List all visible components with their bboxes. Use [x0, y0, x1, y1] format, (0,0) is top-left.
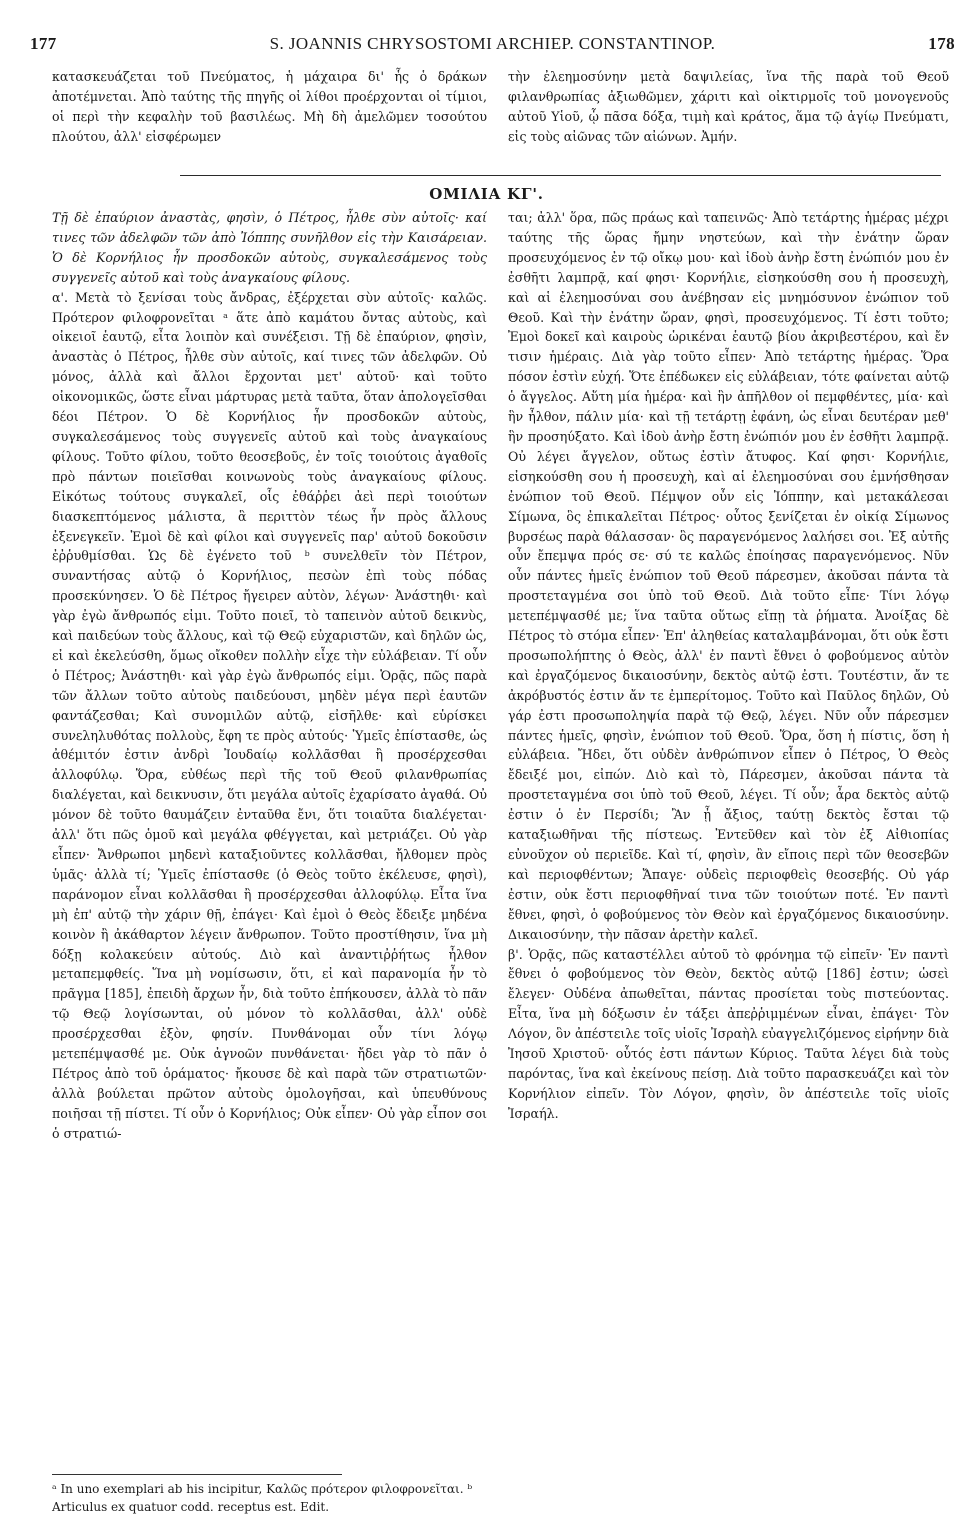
- right-column: [508, 208, 949, 1530]
- footnotes: [52, 1480, 487, 1516]
- right-column-text-section-2: β'. Ὁρᾷς, πῶς καταστέλλει αὐτοῦ τὸ φρόνημα τῷ εἰπεῖν· Ἐν παντὶ ἔθνει ὁ φοβούμενος τὸν Θεὸν, δεκτὸς αὐτῷ [186] ἐστιν; ὡσεὶ ἔλεγεν· Οὐδένα ἀπωθεῖται, πάντας προσίεται τοὺς πιστεύοντας. Εἶτα, ἵνα μὴ δόξωσιν ἐν τάξει ἀπεῤῥιμμένων εἶναι, ἐπάγει· Τὸν Λόγον, ὃν ἀπέστειλε τοῖς υἱοῖς Ἰσραὴλ εὐαγγελιζόμενος εἰρήνην διὰ Ἰησοῦ Χριστοῦ· οὗτός ἐστι πάντων Κύριος. Ταῦτα λέγει διὰ τοὺς παρόντας, ἵνα καὶ ἐκείνους πείσῃ. Διὰ τοῦτο παρασκευάζει καὶ τὸν Κορνήλιον εἰπεῖν. Τὸν Λόγον, φησὶν, ὃν ἀπέστειλε τοῖς υἱοῖς Ἰσραήλ.: [508, 946, 949, 1121]
- left-column: [52, 208, 487, 1470]
- running-head: [30, 34, 955, 58]
- footnote-text: ᵃ In uno exemplari ab his incipitur, Καλῶς πρότερον φιλοφρονεῖται. ᵇ Articulus ex quatuor codd. receptus est. Edit.: [52, 1482, 473, 1514]
- page-number-right: 178: [928, 34, 955, 53]
- top-right-column: [508, 67, 949, 157]
- right-column-text: ται; ἀλλ' ὅρα, πῶς πράως καὶ ταπεινῶς· Ἀπὸ τετάρτης ἡμέρας μέχρι ταύτης τῆς ὥρας ἤμην νηστεύων, καὶ τὴν ἐνάτην ὥραν προσευχόμενος ἐν τῷ οἴκῳ μου· καὶ ἰδοὺ ἀνὴρ ἔστη ἐνώπιόν μου ἐν ἐσθῆτι λαμπρᾷ, καί φησι· Κορνήλιε, εἰσηκούσθη σου ἡ προσευχὴ, καὶ αἱ ἐλεημοσύναι σου ἀνέβησαν εἰς μνημόσυνον ἐνώπιον τοῦ Θεοῦ. Καὶ τὴν ἐνάτην ὥραν, φησὶ, προσευχόμενος. Τί ἐστι τοῦτο; Ἐμοὶ δοκεῖ καὶ καιροὺς ὡρικέναι ἑαυτῷ βίου ἀκριβεστέρου, καὶ ἔν τισιν ἡμέραις. Διὰ γὰρ τοῦτο εἶπεν· Ἀπὸ τετάρτης ἡμέρας. Ὅρα πόσον ἐστὶν εὐχή. Ὅτε ἐπέδωκεν εἰς εὐλάβειαν, τότε φαίνεται αὐτῷ ὁ ἄγγελος. Αὕτη μία ἡμέρα· καὶ ἣν ἀπῆλθον οἱ πεμφθέντες, μία· καὶ ἣν ἦλθον, πάλιν μία· καὶ τῇ τετάρτῃ ἐφάνη, ὡς εἶναι δευτέραν μεθ' ἣν προσηύξατο. Καὶ ἰδοὺ ἀνὴρ ἔστη ἐνώπιόν μου ἐν ἐσθῆτι λαμπρᾷ. Οὐ λέγει ἄγγελον, οὕτως ἐστὶν ἄτυφος. Καί φησι· Κορνήλιε, εἰσηκούσθη σου ἡ προσευχὴ, καὶ αἱ ἐλεημοσύναι σου ἐμνήσθησαν ἐνώπιον τοῦ Θεοῦ. Πέμψον οὖν εἰς Ἰόππην, καὶ μετακάλεσαι Σίμωνα, ὃς ἐπικαλεῖται Πέτρος· οὗτος ξενίζεται ἐν οἰκίᾳ Σίμωνος βυρσέως παρὰ θάλασσαν· ὃς παραγενόμενος λαλήσει σοι. Ἐξ αὐτῆς οὖν ἔπεμψα πρός σε· σύ τε καλῶς ἐποίησας παραγενόμενος. Νῦν οὖν πάντες ἡμεῖς ἐνώπιον τοῦ Θεοῦ πάρεσμεν, ἀκοῦσαι πάντα τὰ προστεταγμένα σοι ὑπὸ τοῦ Θεοῦ. Διὰ τοῦτο εἶπε· Τίνι λόγῳ μετεπέμψασθέ με; ἵνα ταῦτα οὕτως εἴπῃ τὰ ῥήματα. Ἀνοίξας δὲ Πέτρος τὸ στόμα εἶπεν· Ἐπ' ἀληθείας καταλαμβάνομαι, ὅτι οὐκ ἔστι προσωπολήπτης ὁ Θεὸς, ἀλλ' ἐν παντὶ ἔθνει ὁ φοβούμενος αὐτὸν καὶ ἐργαζόμενος δικαιοσύνην, δεκτὸς αὐτῷ ἐστι. Τουτέστιν, ἄν τε ἀκρόβυστός ἐστιν ἄν τε ἐμπερίτομος. Τοῦτο καὶ Παῦλος δηλῶν, Οὐ γάρ ἐστι προσωποληψία παρὰ τῷ Θεῷ, λέγει. Νῦν οὖν πάρεσμεν πάντες ἡμεῖς, φησὶν, ἐνώπιον τοῦ Θεοῦ. Ὅρα, ὅση ἡ πίστις, ὅση ἡ εὐλάβεια. Ἤδει, ὅτι οὐδὲν ἀνθρώπινον εἶπεν ὁ Πέτρος, Ὁ Θεὸς ἔδειξέ μοι, εἰπών. Διὸ καὶ τὸ, Πάρεσμεν, ἀκοῦσαι πάντα τὰ προστεταγμένα σοι ὑπὸ τοῦ Θεοῦ, λέγει. Τί οὖν; ἆρα δεκτὸς αὐτῷ ἐστιν ὁ ἐν Περσίδι; Ἂν ᾖ ἄξιος, ταύτῃ δεκτὸς ἔσται τῷ καταξιωθῆναι τῆς πίστεως. Ἐντεῦθεν καὶ τὸν ἐξ Αἰθιοπίας εὐνοῦχον οὐ περιεῖδε. Καὶ τί, φησὶν, ἂν εἴποις περὶ τῶν θεοσεβῶν καὶ περιοφθέντων; Ἄπαγε· οὐδεὶς περιοφθεὶς θεοσεβής. Οὐ γάρ ἐστιν, οὐκ ἔστι περιοφθῆναί τινα τῶν τοιούτων ποτέ. Ἐν παντὶ ἔθνει, φησὶ, ὁ φοβούμενος τὸν Θεὸν καὶ ἐργαζόμενος δικαιοσύνην. Δικαιοσύνην, τὴν πᾶσαν ἀρετὴν καλεῖ.: [508, 210, 949, 942]
- top-left-text: κατασκευάζεται τοῦ Πνεύματος, ἡ μάχαιρα δι' ἧς ὁ δράκων ἀποτέμνεται. Ἀπὸ ταύτης τῆς πηγῆς οἱ λίθοι προέρχονται οἱ τίμιοι, οἱ περὶ τὴν κεφαλὴν τοῦ βασιλέως. Μὴ δὴ ἀμελῶμεν τοσούτου πλούτου, ἀλλ' εἰσφέρωμεν: [52, 69, 487, 144]
- top-left-column: [52, 67, 487, 157]
- running-title: S. JOANNIS CHRYSOSTOMI ARCHIEP. CONSTANTINOP.: [269, 34, 716, 53]
- scripture-lemma: Τῇ δὲ ἐπαύριον ἀναστὰς, φησὶν, ὁ Πέτρος, ἦλθε σὺν αὐτοῖς· καί τινες τῶν ἀδελφῶν τῶν ἀπὸ Ἰόππης συνῆλθον εἰς τὴν Καισάρειαν. Ὁ δὲ Κορνήλιος ἦν προσδοκῶν αὐτοὺς, συγκαλεσάμενος τοὺς συγγενεῖς αὐτοῦ καὶ τοὺς ἀναγκαίους φίλους.: [52, 210, 487, 285]
- top-right-text: τὴν ἐλεημοσύνην μετὰ δαψιλείας, ἵνα τῆς παρὰ τοῦ Θεοῦ φιλανθρωπίας ἀξιωθῶμεν, χάριτι καὶ οἰκτιρμοῖς τοῦ μονογενοῦς αὐτοῦ Υἱοῦ, ᾧ πᾶσα δόξα, τιμὴ καὶ κράτος, ἅμα τῷ ἁγίῳ Πνεύματι, εἰς τοὺς αἰῶνας τῶν αἰώνων. Ἀμήν.: [508, 69, 949, 144]
- footnote-rule: [52, 1474, 342, 1475]
- left-column-text: α'. Μετὰ τὸ ξενίσαι τοὺς ἄνδρας, ἐξέρχεται σὺν αὐτοῖς· καλῶς. Πρότερον φιλοφρονεῖται ᵃ ἅτε ἀπὸ καμάτου ὄντας αὐτοὺς, καὶ οἰκειοῖ ἑαυτῷ, εἶτα λοιπὸν καὶ συνέξεισι. Τῇ δὲ ἐπαύριον, φησὶν, ἀναστὰς ὁ Πέτρος, ἦλθε σὺν αὐτοῖς, καί τινες τῶν ἀδελφῶν. Οὐ μόνος, ἀλλὰ καὶ ἄλλοι ἔρχονται μετ' αὐτοῦ· καὶ τοῦτο οἰκονομικῶς, ὥστε εἶναι μάρτυρας μετὰ ταῦτα, ὅταν ἀπολογεῖσθαι δέοι Πέτρον. Ὁ δὲ Κορνήλιος ἦν προσδοκῶν αὐτοὺς, συγκαλεσάμενος τοὺς συγγενεῖς αὐτοῦ καὶ τοὺς ἀναγκαίους φίλους. Τοῦτο φίλου, τοῦτο θεοσεβοῦς, ἐν τοῖς τοιούτοις ἀγαθοῖς πρὸ πάντων ποιεῖσθαι κοινωνοὺς τοὺς ἀναγκαίους φίλους. Εἰκότως τούτους συγκαλεῖ, οἷς ἐθάῤῥει ἀεὶ περὶ τοιούτων διασκεπτόμενος μάλιστα, ἃ περιττὸν τέως ἦν πρὸς ἄλλους ἐξενεγκεῖν. Ἐμοὶ δὲ καὶ φίλοι καὶ συγγενεῖς παρ' αὐτοῦ δοκοῦσιν ἐῤῥυθμίσθαι. Ὡς δὲ ἐγένετο τοῦ ᵇ συνελθεῖν τὸν Πέτρον, συναντήσας αὐτῷ ὁ Κορνήλιος, πεσὼν ἐπὶ τοὺς πόδας προσεκύνησεν. Ὁ δὲ Πέτρος ἤγειρεν αὐτὸν, λέγων· Ἀνάστηθι· καὶ γὰρ ἐγὼ ἄνθρωπός εἰμι. Τοῦτο ποιεῖ, τὸ ταπεινὸν αὐτοῦ δεικνὺς, καὶ παιδεύων τοὺς ἄλλους, καὶ τῷ Θεῷ εὐχαριστῶν, καὶ δηλῶν ὡς, εἰ καὶ ἐκελεύσθη, ὅμως οἴκοθεν πολλὴν εἶχε τὴν εὐλάβειαν. Τί οὖν ὁ Πέτρος; Ἀνάστηθι· καὶ γὰρ ἐγὼ ἄνθρωπός εἰμι. Ὁρᾷς, πῶς παρὰ τῶν ἄλλων τοῦτο αὐτοὺς παιδεύουσι, μηδὲν μέγα περὶ ἑαυτῶν φαντάζεσθαι; Καὶ συνομιλῶν αὐτῷ, εἰσῆλθε· καὶ εὑρίσκει συνεληλυθότας πολλοὺς, ἔφη τε πρὸς αὐτούς· Ὑμεῖς ἐπίστασθε, ὡς ἀθέμιτόν ἐστιν ἀνδρὶ Ἰουδαίῳ κολλᾶσθαι ἢ προσέρχεσθαι ἀλλοφύλῳ. Ὅρα, εὐθέως περὶ τῆς τοῦ Θεοῦ φιλανθρωπίας διαλέγεται, καὶ δεικνυσιν, ὅτι μεγάλα αὐτοῖς ἐχαρίσατο ἀγαθά. Οὐ μόνον δὲ τοῦτο θαυμάζειν ἐνταῦθα ἔνι, ὅτι τοιαῦτα διαλέγεται· ἀλλ' ὅτι πῶς ὁμοῦ καὶ μεγάλα φθέγγεται, καὶ μετριάζει. Οὐ γὰρ εἶπεν· Ἄνθρωποι μηδενὶ καταξιοῦντες κολλᾶσθαι, ἤλθομεν πρὸς ὑμᾶς· ἀλλὰ τί; Ὑμεῖς ἐπίστασθε (ὁ Θεὸς τοῦτο ἐκέλευσε, φησὶ), παράνομον εἶναι κολλᾶσθαι ἢ προσέρχεσθαι ἀλλοφύλῳ. Εἶτα ἵνα μὴ ἐπ' αὐτῷ τὴν χάριν θῇ, ἐπάγει· Καὶ ἐμοὶ ὁ Θεὸς ἔδειξε μηδένα κοινὸν ἢ ἀκάθαρτον λέγειν ἄνθρωπον. Τοῦτο προστίθησιν, ἵνα μὴ δόξῃ κολακεύειν αὐτούς. Διὸ καὶ ἀναντιῤῥήτως ἦλθον μεταπεμφθείς. Ἵνα μὴ νομίσωσιν, ὅτι, εἰ καὶ παρανομία ἦν τὸ πρᾶγμα [185], ἐπειδὴ ἄρχων ἦν, διὰ τοῦτο ἐπήκουσεν, ἀλλὰ τὸ πᾶν τῷ Θεῷ λογίσωνται, οὐ μόνον τὸ κολλᾶσθαι, ἀλλ' οὐδὲ προσέρχεσθαι ἐξὸν, φησίν. Πυνθάνομαι οὖν τίνι λόγῳ μετεπέμψασθέ με. Οὐκ ἀγνοῶν πυνθάνεται· ἤδει γὰρ τὸ πᾶν ὁ Πέτρος ἀπὸ τοῦ ὁράματος· ἤκουσε δὲ καὶ παρὰ τῶν στρατιωτῶν· ἀλλὰ βούλεται πρῶτον αὐτοὺς ὁμολογῆσαι, καὶ ὑπευθύνους ποιῆσαι τῇ πίστει. Τί οὖν ὁ Κορνήλιος; Οὐκ εἶπεν· Οὐ γὰρ εἶπον σοι ὁ στρατιώ-: [52, 289, 487, 1141]
- homily-title: ΟΜΙΛΙΑ ΚΓ'.: [429, 185, 544, 203]
- section-divider: [180, 175, 941, 176]
- page-number-left: 177: [30, 34, 57, 53]
